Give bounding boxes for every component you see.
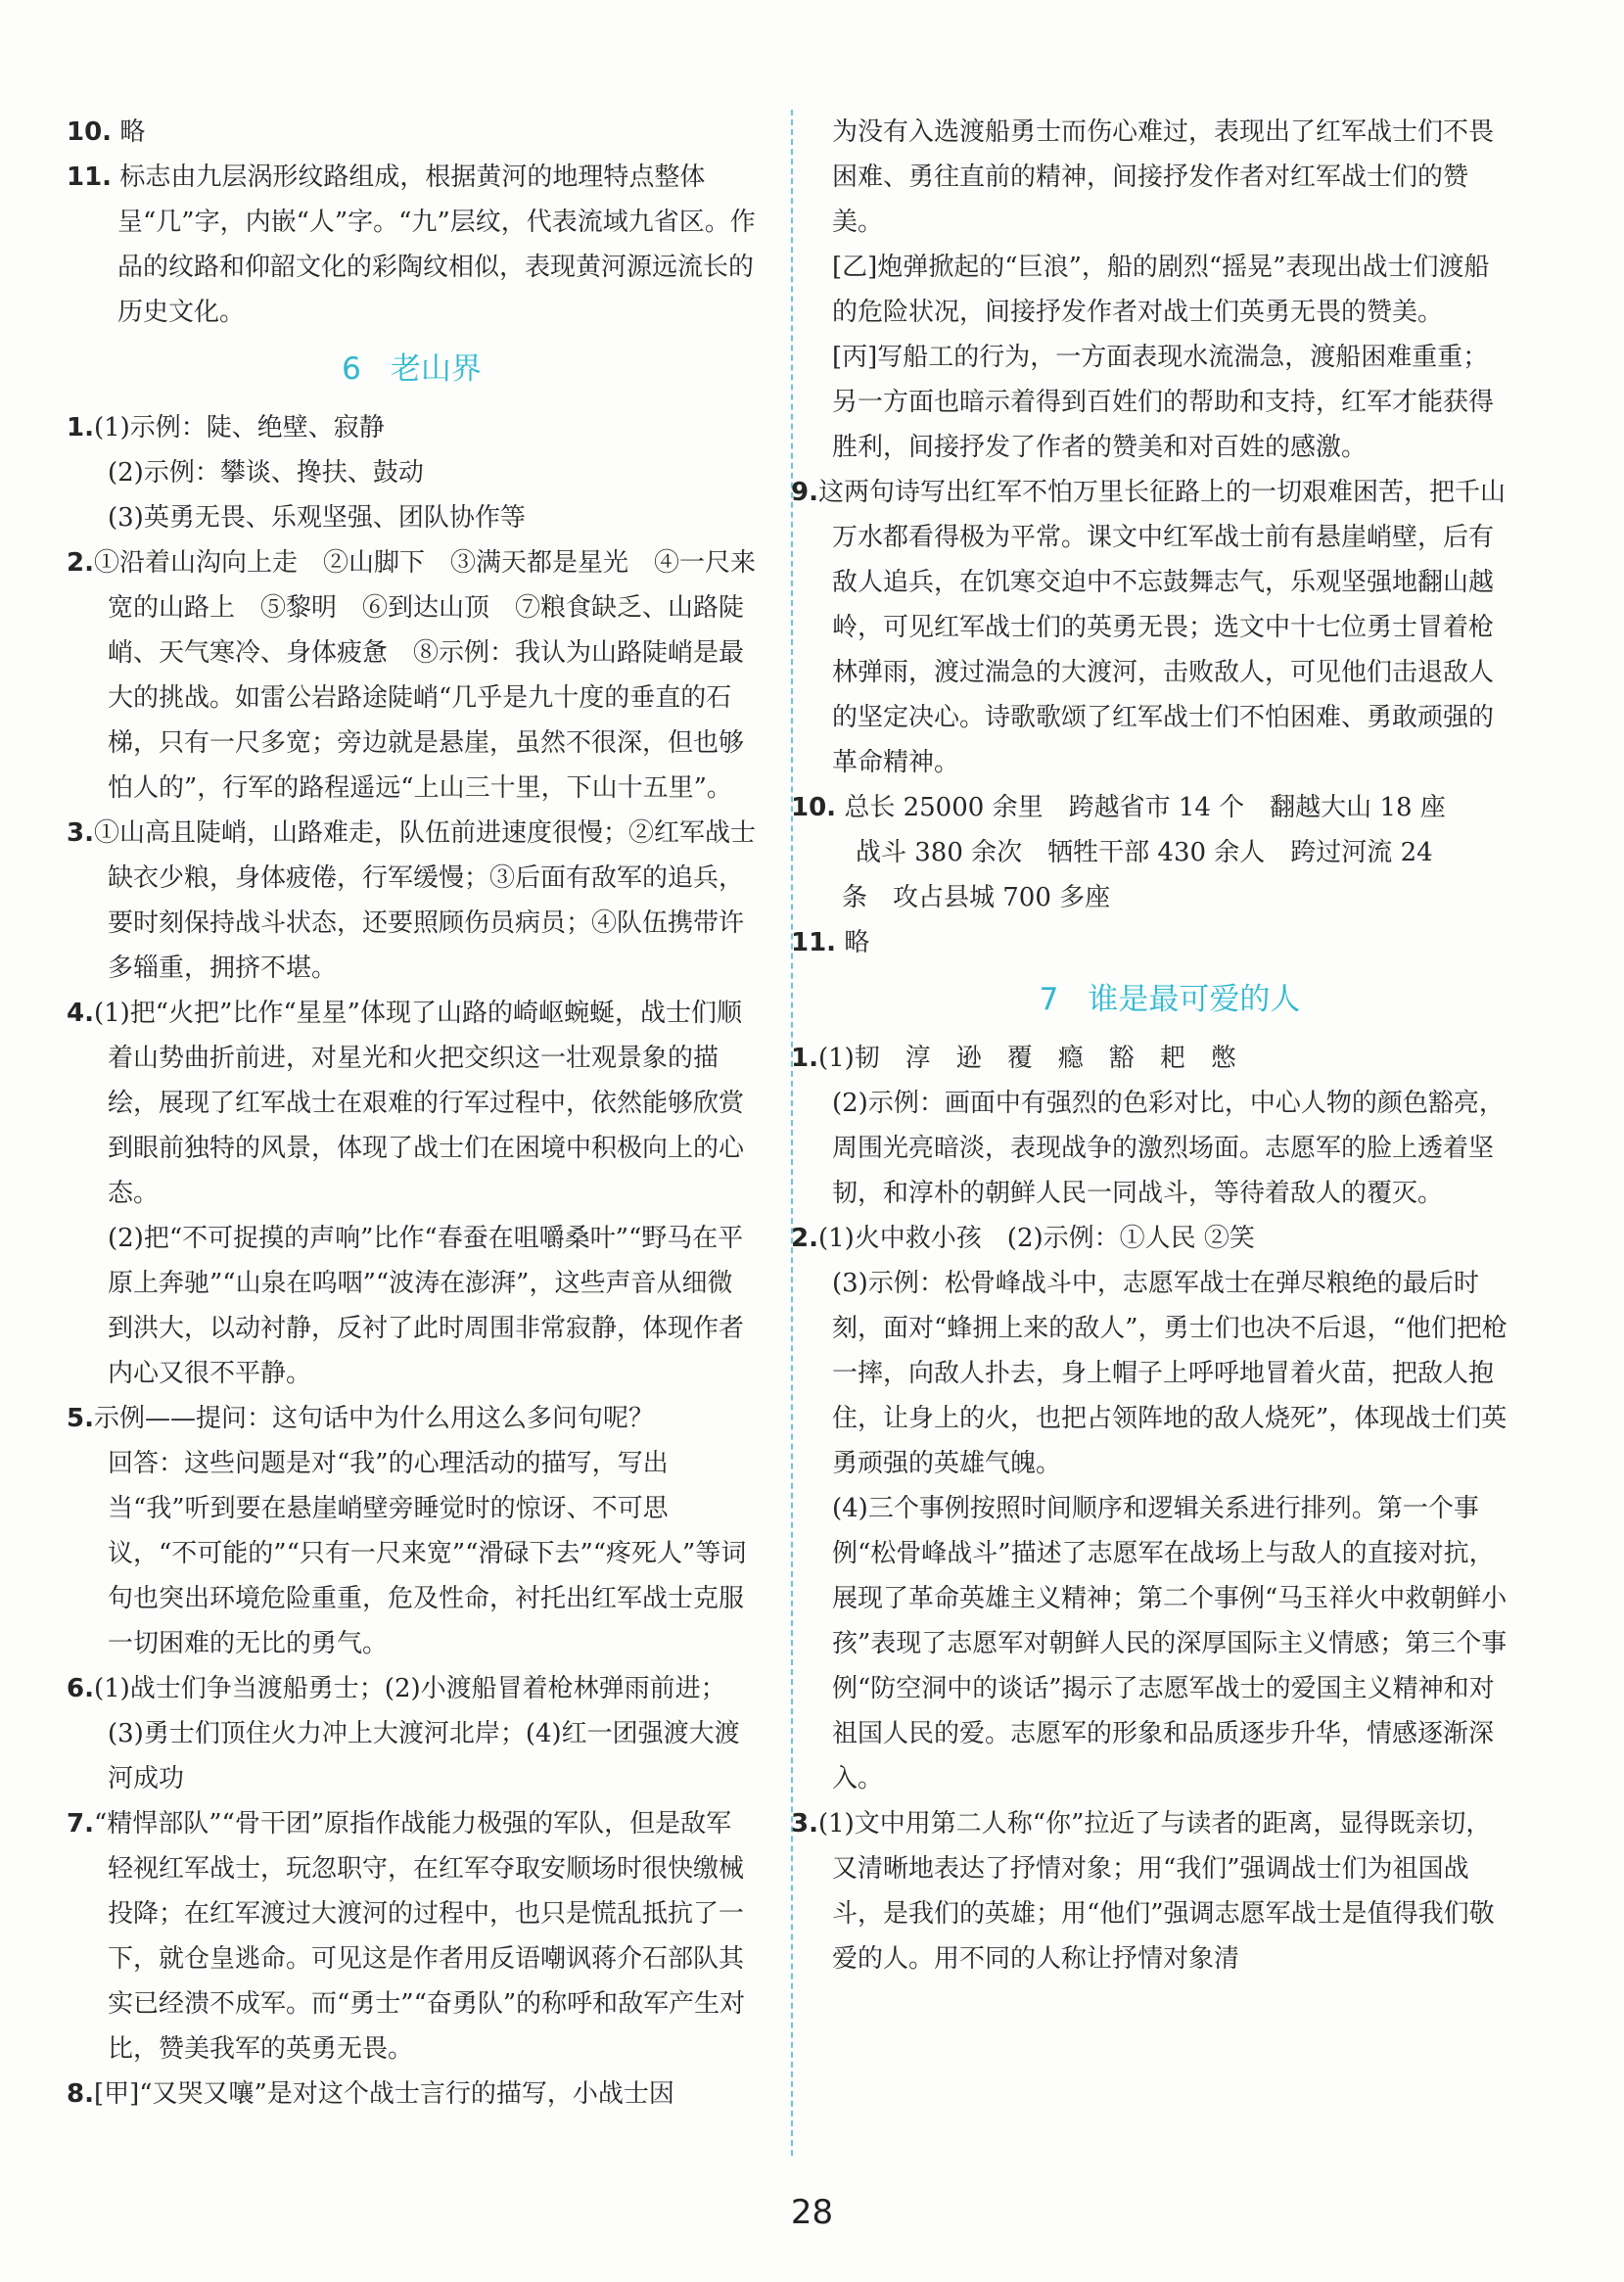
answer-item: [67, 405, 757, 450]
stats-line: [791, 785, 1508, 830]
stats-line: 条 攻占县城 700 多座: [842, 883, 1111, 912]
item-text: (1)战士们争当渡船勇士；(2)小渡船冒着枪林弹雨前进；(3)勇士们顶住火力冲上大渡河北岸；(4)红一团强渡大渡河成功: [93, 1674, 740, 1793]
stats-text: 总长 25000 余里 跨越省市 14 个 翻越大山 18 座: [844, 793, 1446, 822]
answer-item: [67, 110, 757, 155]
answer-item: [67, 2072, 757, 2117]
answer-item: [791, 1801, 1508, 1981]
answer-item: [791, 1036, 1508, 1081]
answer-item-stats: [791, 785, 1508, 920]
answer-item: [67, 991, 757, 1216]
answer-item: [791, 1216, 1508, 1261]
answer-subitem: (3)示例：松骨峰战斗中，志愿军战士在弹尽粮绝的最后时刻，面对“蜂拥上来的敌人”，勇士们也决不后退，“他们把枪一摔，向敌人扑去，身上帽子上呼呼地冒着火苗，把敌人抱住，让身上的火，也把占领阵地的敌人烧死”，体现战士们英勇顽强的英雄气魄。: [832, 1269, 1508, 1478]
item-number: 2.: [791, 1224, 818, 1253]
continuation-text: [丙]写船工的行为，一方面表现水流湍急，渡船困难重重；另一方面也暗示着得到百姓们的帮助和支持，红军才能获得胜利，间接抒发了作者的赞美和对百姓的感激。: [832, 343, 1495, 462]
item-text: ①山高且陡峭，山路难走，队伍前进速度很慢；②红军战士缺衣少粮，身体疲倦，行军缓慢；③后面有敌军的追兵，要时刻保持战斗状态，还要照顾伤员病员；④队伍携带许多辎重，拥挤不堪。: [93, 818, 756, 983]
section-name: 老山界: [390, 351, 482, 387]
continuation-text: 为没有入选渡船勇士而伤心难过，表现出了红军战士们不畏困难、勇往直前的精神，间接抒发作者对红军战士们的赞美。: [832, 117, 1495, 237]
answer-subitem: (2)把“不可捉摸的声响”比作“春蚕在咀嚼桑叶”“野马在平原上奔驰”“山泉在呜咽”“波涛在澎湃”，这些声音从细微到洪大，以动衬静，反衬了此时周围非常寂静，体现作者内心又很不平静。: [108, 1224, 745, 1388]
answer-item: [67, 540, 757, 811]
answer-item: [67, 1801, 757, 2072]
item-text: (1)文中用第二人称“你”拉近了与读者的距离，显得既亲切，又清晰地表达了抒情对象；用“我们”强调战士们为祖国战斗，是我们的英雄；用“他们”强调志愿军战士是值得我们敬爱的人。用不同的人称让抒情对象清: [817, 1809, 1495, 1974]
item-text: (1)火中救小孩 (2)示例：①人民 ②笑: [817, 1224, 1255, 1253]
section-title: [67, 347, 757, 392]
answer-subitem: (2)示例：画面中有强烈的色彩对比，中心人物的颜色豁亮，周围光亮暗淡，表现战争的激烈场面。志愿军的脸上透着坚韧，和淳朴的朝鲜人民一同战斗，等待着敌人的覆灭。: [832, 1089, 1505, 1208]
item-number: 3.: [67, 818, 94, 848]
item-number: 8.: [67, 2079, 94, 2109]
item-number: 10.: [791, 793, 837, 822]
item-number: 11.: [791, 928, 837, 957]
answer-subitem: 回答：这些问题是对“我”的心理活动的描写，写出当“我”听到要在悬崖峭壁旁睡觉时的惊讶、不可思议，“不可能的”“只有一尺来宽”“滑碌下去”“疼死人”等词句也突出环境危险重重，危及性命，衬托出红军战士克服一切困难的无比的勇气。: [108, 1449, 747, 1658]
answer-item: [67, 1396, 757, 1441]
item-number: 11.: [67, 163, 113, 192]
item-text: 这两句诗写出红军不怕万里长征路上的一切艰难困苦，把千山万水都看得极为平常。课文中红军战士前有悬崖峭壁，后有敌人追兵，在饥寒交迫中不忘鼓舞志气，乐观坚强地翻山越岭，可见红军战士们的英勇无畏；选文中十七位勇士冒着枪林弹雨，渡过湍急的大渡河，击败敌人，可见他们击退敌人的坚定决心。诗歌歌颂了红军战士们不怕困难、勇敢顽强的革命精神。: [817, 478, 1506, 777]
item-number: 10.: [67, 117, 113, 147]
section-name: 谁是最可爱的人: [1088, 982, 1301, 1017]
continuation-text: [乙]炮弹掀起的“巨浪”，船的剧烈“摇晃”表现出战士们渡船的危险状况，间接抒发作者对战士们英勇无畏的赞美。: [832, 253, 1490, 327]
section-title: [832, 977, 1508, 1022]
answer-item: [67, 811, 757, 991]
item-text: 示例——提问：这句话中为什么用这么多问句呢？: [93, 1404, 654, 1433]
item-number: 3.: [791, 1809, 818, 1839]
item-number: 2.: [67, 548, 94, 578]
answer-subitem: (3)英勇无畏、乐观坚强、团队协作等: [108, 503, 526, 533]
item-text: ①沿着山沟向上走 ②山脚下 ③满天都是星光 ④一尺来宽的山路上 ⑤黎明 ⑥到达山顶 ⑦粮食缺乏、山路陡峭、天气寒冷、身体疲惫 ⑧示例：我认为山路陡峭是最大的挑战。如雷公岩路途陡峭“几乎是九十度的垂直的石梯，只有一尺多宽；旁边就是悬崖，虽然不很深，但也够怕人的”，行军的路程遥远“上山三十里，下山十五里”。: [93, 548, 756, 803]
right-column: [791, 110, 1508, 1981]
item-text: 略: [844, 928, 870, 957]
answer-item: [791, 470, 1508, 785]
item-text: 标志由九层涡形纹路组成，根据黄河的地理特点整体呈“几”字，内嵌“人”字。“九”层纹，代表流域九省区。作品的纹路和仰韶文化的彩陶纹相似，表现黄河源远流长的历史文化。: [117, 163, 756, 327]
page-number: 28: [790, 2193, 834, 2232]
answer-item: [67, 1666, 757, 1801]
item-number: 6.: [67, 1674, 94, 1703]
answer-item: [791, 920, 1508, 965]
answer-item: [67, 155, 757, 335]
item-text: (1)把“火把”比作“星星”体现了山路的崎岖蜿蜒，战士们顺着山势曲折前进，对星光和火把交织这一壮观景象的描绘，展现了红军战士在艰难的行军过程中，依然能够欣赏到眼前独特的风景，体现了战士们在困境中积极向上的心态。: [93, 999, 745, 1208]
answer-subitem: (4)三个事例按照时间顺序和逻辑关系进行排列。第一个事例“松骨峰战斗”描述了志愿军在战场上与敌人的直接对抗，展现了革命英雄主义精神；第二个事例“马玉祥火中救朝鲜小孩”表现了志愿军对朝鲜人民的深厚国际主义情感；第三个事例“防空洞中的谈话”揭示了志愿军战士的爱国主义精神和对祖国人民的爱。志愿军的形象和品质逐步升华，情感逐渐深入。: [832, 1494, 1508, 1793]
item-number: 1.: [791, 1044, 818, 1073]
item-text: 略: [119, 117, 146, 147]
item-text: (1)示例：陡、绝壁、寂静: [93, 413, 385, 442]
item-number: 4.: [67, 999, 94, 1028]
item-text: (1)韧 淳 逊 覆 瘾 豁 耙 憋: [817, 1044, 1236, 1073]
item-number: 9.: [791, 478, 818, 507]
section-number: 6: [342, 351, 361, 387]
item-number: 1.: [67, 413, 94, 442]
section-number: 7: [1039, 982, 1059, 1017]
stats-line: 战斗 380 余次 牺牲干部 430 余人 跨过河流 24: [856, 838, 1433, 867]
item-text: “精悍部队”“骨干团”原指作战能力极强的军队，但是敌军轻视红军战士，玩忽职守，在红军夺取安顺场时很快缴械投降；在红军渡过大渡河的过程中，也只是慌乱抵抗了一下，就仓皇逃命。可见这是作者用反语嘲讽蒋介石部队其实已经溃不成军。而“勇士”“奋勇队”的称呼和敌军产生对比，赞美我军的英勇无畏。: [93, 1809, 746, 2064]
item-number: 5.: [67, 1404, 94, 1433]
answer-subitem: (2)示例：攀谈、搀扶、鼓动: [108, 458, 424, 488]
item-number: 7.: [67, 1809, 94, 1839]
left-column: [67, 110, 757, 2117]
item-text: [甲]“又哭又嚷”是对这个战士言行的描写，小战士因: [93, 2079, 674, 2109]
